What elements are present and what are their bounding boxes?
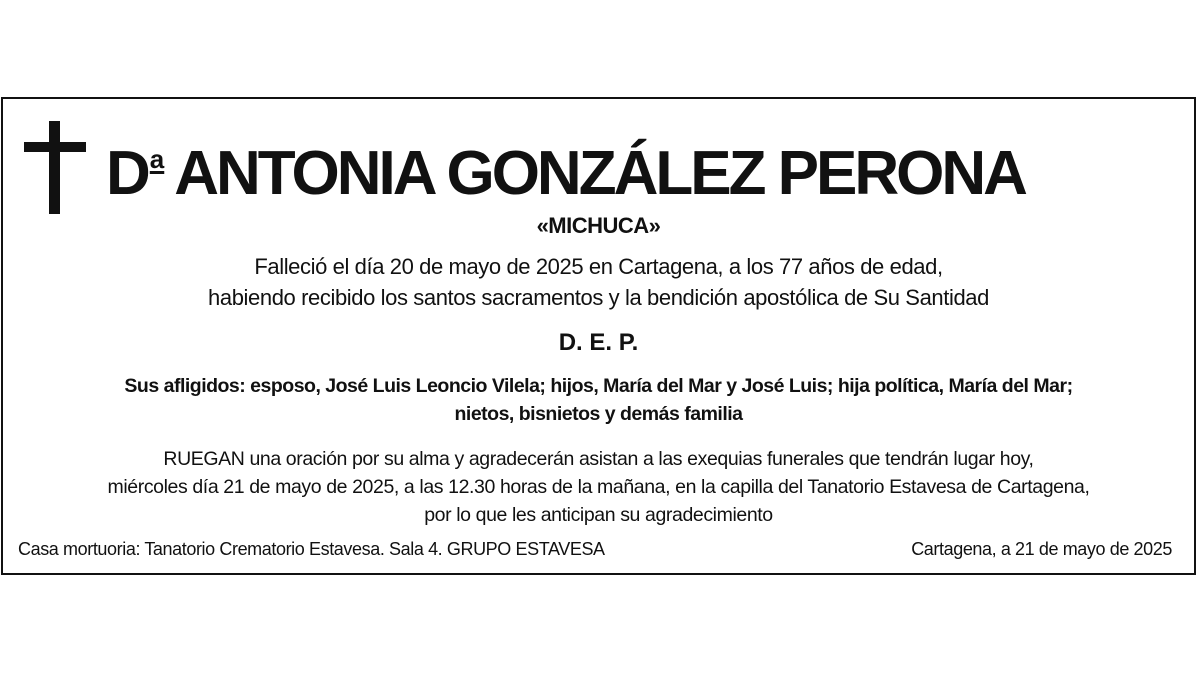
name-prefix-superscript: a [149,144,165,174]
death-line-2: habiendo recibido los santos sacramentos y la bendición apostólica de Su Santidad [208,285,989,310]
obituary-notice [1,97,1196,575]
mourners-line-1: Sus afligidos: esposo, José Luis Leoncio Vilela; hijos, María del Mar y José Luis; hija política, María del Mar; [124,375,1073,397]
name-prefix: D [106,139,149,208]
place-and-date: Cartagena, a 21 de mayo de 2025 [911,539,1172,559]
mourners-line-2: nietos, bisnietos y demás familia [454,403,743,425]
dep-heading: D. E. P. [558,329,639,356]
nickname: «MICHUCA» [536,213,661,238]
deceased-name-heading [106,119,1186,208]
request-line-1: RUEGAN una oración por su alma y agradecerán asistan a las exequias funerales que tendrán lugar hoy, [163,448,1034,470]
deceased-name: ANTONIA GONZÁLEZ PERONA [174,139,1025,208]
request-line-3: por lo que les anticipan su agradecimiento [424,504,773,526]
cross-icon [24,121,86,214]
request-line-2: miércoles día 21 de mayo de 2025, a las 12.30 horas de la mañana, en la capilla del Tanatorio Estavesa de Cartagena, [107,476,1090,498]
death-line-1: Falleció el día 20 de mayo de 2025 en Cartagena, a los 77 años de edad, [254,254,943,279]
funeral-home-info: Casa mortuoria: Tanatorio Crematorio Estavesa. Sala 4. GRUPO ESTAVESA [18,539,605,559]
